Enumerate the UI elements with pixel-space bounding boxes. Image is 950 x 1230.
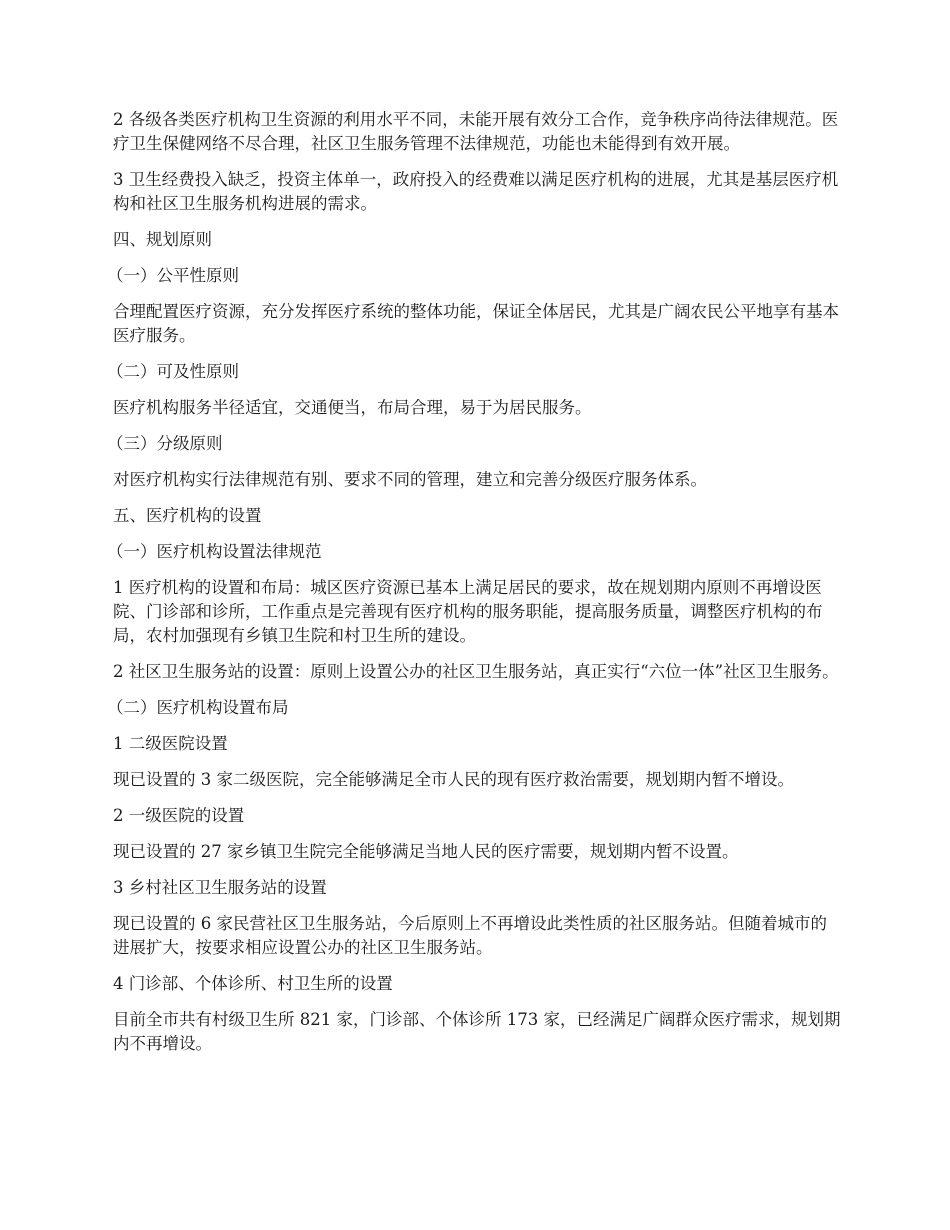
section-heading: 四、规划原则 (113, 230, 212, 249)
paragraph: 1 医疗机构的设置和布局：城区医疗资源已基本上满足居民的要求，故在规划期内原则不再增设医院、门诊部和诊所，工作重点是完善现有医疗机构的服务职能，提高服务质量，调整医疗机构的布局，农村加强现有乡镇卫生院和村卫生所的建设。 (113, 578, 823, 645)
paragraph: 对医疗机构实行法律规范有别、要求不同的管理，建立和完善分级医疗服务体系。 (113, 470, 707, 489)
item-heading: 4 门诊部、个体诊所、村卫生所的设置 (113, 974, 393, 993)
paragraph: 现已设置的 6 家民营社区卫生服务站，今后原则上不再增设此类性质的社区服务站。但随着城市的进展扩大，按要求相应设置公办的社区卫生服务站。 (113, 914, 827, 957)
paragraph: 目前全市共有村级卫生所 821 家，门诊部、个体诊所 173 家，已经满足广阔群众医疗需求，规划期内不再增设。 (113, 1010, 841, 1053)
paragraph: 3 卫生经费投入缺乏，投资主体单一，政府投入的经费难以满足医疗机构的进展，尤其是基层医疗机构和社区卫生服务机构进展的需求。 (113, 170, 839, 213)
subsection-heading: （一）医疗机构设置法律规范 (107, 542, 322, 561)
paragraph: 2 各级各类医疗机构卫生资源的利用水平不同，未能开展有效分工合作，竞争秩序尚待法律规范。医疗卫生保健网络不尽合理，社区卫生服务管理不法律规范，功能也未能得到有效开展。 (113, 110, 839, 153)
item-heading: 3 乡村社区卫生服务站的设置 (113, 878, 327, 897)
paragraph: 现已设置的 27 家乡镇卫生院完全能够满足当地人民的医疗需要，规划期内暂不设置。 (113, 842, 739, 861)
paragraph: 合理配置医疗资源，充分发挥医疗系统的整体功能，保证全体居民，尤其是广阔农民公平地享有基本医疗服务。 (113, 302, 839, 345)
subsection-heading: （二）医疗机构设置布局 (107, 698, 289, 717)
paragraph: 2 社区卫生服务站的设置：原则上设置公办的社区卫生服务站，真正实行“六位一体”社区卫生服务。 (113, 662, 839, 681)
document-page (107, 108, 843, 1068)
subsection-heading: （三）分级原则 (107, 434, 223, 453)
subsection-heading: （一）公平性原则 (107, 266, 239, 285)
paragraph: 现已设置的 3 家二级医院，完全能够满足全市人民的现有医疗救治需要，规划期内暂不增设。 (113, 770, 794, 789)
subsection-heading: （二）可及性原则 (107, 362, 239, 381)
section-heading: 五、医疗机构的设置 (113, 506, 262, 525)
paragraph: 医疗机构服务半径适宜，交通便当，布局合理，易于为居民服务。 (113, 398, 592, 417)
item-heading: 2 一级医院的设置 (113, 806, 245, 825)
item-heading: 1 二级医院设置 (113, 734, 228, 753)
